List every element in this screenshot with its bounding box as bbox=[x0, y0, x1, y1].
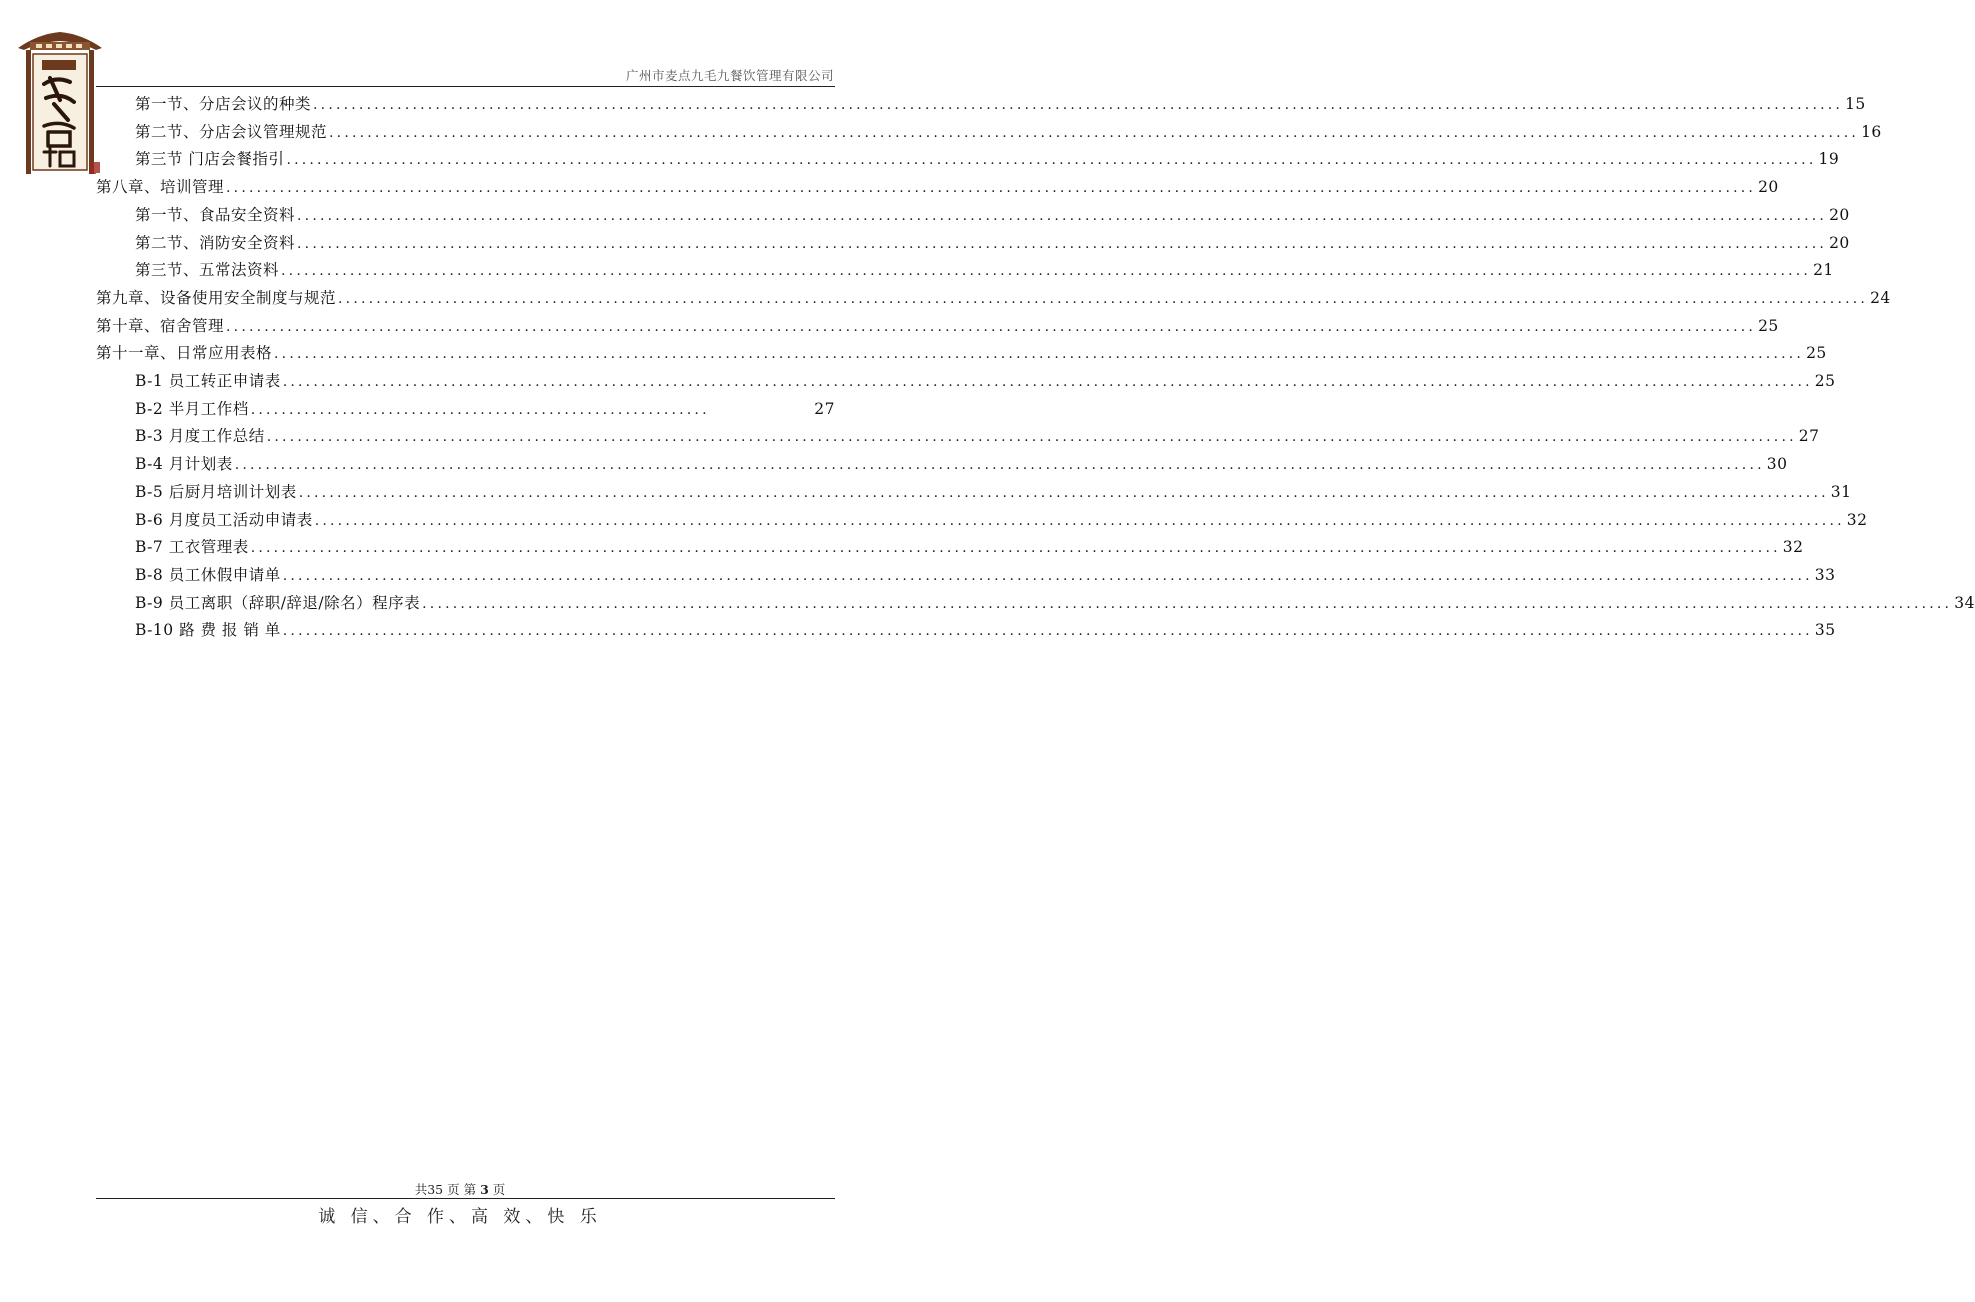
toc-entry-title: 第二节、消防安全资料 bbox=[135, 229, 297, 257]
page-counter-word2: 页 bbox=[492, 1182, 506, 1197]
toc-leader-dots: ........................................................................................................................................................................................................ bbox=[226, 318, 1757, 335]
page-counter-prefix: 共 bbox=[414, 1182, 428, 1197]
toc-entry-page: 21 bbox=[1813, 261, 1834, 280]
header-company-name: 广州市麦点九毛九餐饮管理有限公司 bbox=[625, 68, 834, 83]
toc-entry[interactable] bbox=[96, 173, 1779, 201]
page-counter-total: 35 bbox=[427, 1182, 444, 1197]
toc-entry-title: 第三节 门店会餐指引 bbox=[135, 145, 286, 173]
toc-entry[interactable] bbox=[96, 284, 1891, 312]
toc-leader-dots: ........................................................................................................................................................................................................ bbox=[329, 124, 1860, 141]
toc-entry-title: 第十一章、日常应用表格 bbox=[96, 339, 274, 367]
toc-entry-page: 16 bbox=[1861, 122, 1882, 141]
toc-entry-page: 20 bbox=[1829, 205, 1850, 224]
toc-entry-title: 第一节、分店会议的种类 bbox=[135, 90, 313, 118]
toc-entry-title: B-10 路 费 报 销 单 bbox=[135, 616, 283, 644]
toc-entry-title: 第一节、食品安全资料 bbox=[135, 201, 297, 229]
toc-entry-title: 第十章、宿舍管理 bbox=[96, 312, 226, 340]
toc-entry[interactable] bbox=[135, 616, 1836, 644]
toc-entry-title: B-6 月度员工活动申请表 bbox=[135, 506, 315, 534]
toc-entry-page: 31 bbox=[1830, 482, 1852, 501]
toc-entry-page: 20 bbox=[1758, 178, 1779, 197]
toc-entry-page: 25 bbox=[1806, 344, 1827, 363]
toc-entry-page: 32 bbox=[1846, 510, 1868, 529]
toc-entry[interactable] bbox=[135, 478, 1852, 506]
toc-leader-dots: ........................................................................................................................................................................................................ bbox=[274, 346, 1805, 363]
toc-entry[interactable] bbox=[96, 339, 1827, 367]
toc-entry[interactable] bbox=[135, 533, 1804, 561]
toc-entry-title: B-1 员工转正申请表 bbox=[135, 367, 283, 395]
toc-leader-dots: ........................................................................................................................................................................................................ bbox=[234, 457, 1765, 474]
toc-entry-page: 25 bbox=[1758, 316, 1779, 335]
toc-entry-title: B-4 月计划表 bbox=[135, 450, 235, 478]
toc-entry-title: 第九章、设备使用安全制度与规范 bbox=[96, 284, 338, 312]
page-counter bbox=[0, 1180, 920, 1198]
toc-entry-page: 24 bbox=[1870, 288, 1891, 307]
toc-entry-page: 32 bbox=[1782, 538, 1804, 557]
toc-leader-dots: ........................................................................................................................................................................................................ bbox=[313, 97, 1844, 113]
toc-leader-dots: ........................................................................................................................................................................................................ bbox=[338, 290, 1869, 307]
toc-entry-title: B-2 半月工作档 bbox=[135, 395, 251, 423]
toc-entry-page: 19 bbox=[1818, 150, 1840, 169]
toc-entry-title: B-8 员工休假申请单 bbox=[135, 561, 283, 589]
toc-leader-dots: ........................................................................................................................................................................................................ bbox=[297, 235, 1828, 252]
company-logo bbox=[16, 28, 104, 180]
toc-entry[interactable] bbox=[135, 229, 1850, 257]
toc-entry-page: 33 bbox=[1814, 565, 1836, 584]
footer-slogan: 诚 信、合 作、高 效、快 乐 bbox=[318, 1207, 602, 1227]
logo-graphic bbox=[16, 28, 104, 180]
toc-entry-title: B-5 后厨月培训计划表 bbox=[135, 478, 299, 506]
toc-entry[interactable] bbox=[135, 422, 1820, 450]
toc-entry[interactable] bbox=[135, 367, 1836, 395]
toc-entry[interactable] bbox=[135, 450, 1788, 478]
toc-entry-page: 15 bbox=[1845, 95, 1866, 113]
toc-entry[interactable] bbox=[135, 561, 1836, 589]
toc-leader-dots: ........................................................................................................................................................................................................ bbox=[297, 207, 1828, 224]
toc-entry-title: B-7 工衣管理表 bbox=[135, 533, 251, 561]
toc-entry[interactable] bbox=[135, 118, 1882, 146]
toc-entry-title: 第三节、五常法资料 bbox=[135, 256, 281, 284]
toc-entry-page: 30 bbox=[1766, 455, 1788, 474]
toc-entry[interactable] bbox=[135, 145, 1840, 173]
toc-entry[interactable] bbox=[135, 589, 1975, 617]
toc-entry-title: 第二节、分店会议管理规范 bbox=[135, 118, 329, 146]
page-counter-word1: 页 第 bbox=[447, 1182, 477, 1197]
toc-leader-dots: ........................................................................................................................................................................................................ bbox=[422, 595, 1953, 612]
footer-divider bbox=[96, 1198, 835, 1199]
toc-leader-dots: ........................................................................................................................................................................................................ bbox=[281, 263, 1812, 280]
toc-entry-title: 第八章、培训管理 bbox=[96, 173, 226, 201]
toc-entry[interactable] bbox=[135, 256, 1834, 284]
toc-leader-dots: ........................................................................................................................................................................................................ bbox=[286, 152, 1817, 169]
toc-leader-dots: ........................................................................................................................................................................................................ bbox=[282, 567, 1813, 584]
toc-leader-dots: ........................................................................................................................................................................................................ bbox=[298, 484, 1829, 501]
toc-entry[interactable] bbox=[135, 90, 1866, 118]
toc-entry-title: B-9 员工离职（辞职/辞退/除名）程序表 bbox=[135, 589, 422, 617]
toc-leader-dots: ........................................................................................................................................................................................................ bbox=[314, 512, 1845, 529]
toc-entry-page: 27 bbox=[814, 399, 835, 418]
toc-entry[interactable] bbox=[135, 201, 1850, 229]
toc-entry-page: 27 bbox=[1798, 427, 1820, 446]
toc-entry-page: 34 bbox=[1954, 593, 1975, 612]
toc-entry-page: 25 bbox=[1814, 372, 1836, 390]
toc-leader-dots: ........................................................................................................................................................................................................ bbox=[266, 429, 1797, 446]
toc-entry[interactable] bbox=[96, 312, 1779, 340]
toc-entry[interactable] bbox=[135, 395, 835, 423]
page-counter-current: 3 bbox=[480, 1182, 489, 1197]
toc-leader-dots: ........................................................................................................................................................................................................ bbox=[282, 623, 1813, 640]
toc-leader-dots: ........................................................................................................................................................................................................ bbox=[282, 374, 1813, 390]
toc-entry[interactable] bbox=[135, 506, 1868, 534]
toc-entry-page: 20 bbox=[1829, 233, 1850, 252]
toc-leader-dots: ............................................................ bbox=[250, 401, 710, 418]
toc-leader-dots: ........................................................................................................................................................................................................ bbox=[226, 180, 1757, 197]
toc-leader-dots: ........................................................................................................................................................................................................ bbox=[250, 540, 1781, 557]
header-divider bbox=[96, 86, 835, 87]
toc-entry-title: B-3 月度工作总结 bbox=[135, 422, 267, 450]
toc-entry-page: 35 bbox=[1814, 621, 1836, 640]
